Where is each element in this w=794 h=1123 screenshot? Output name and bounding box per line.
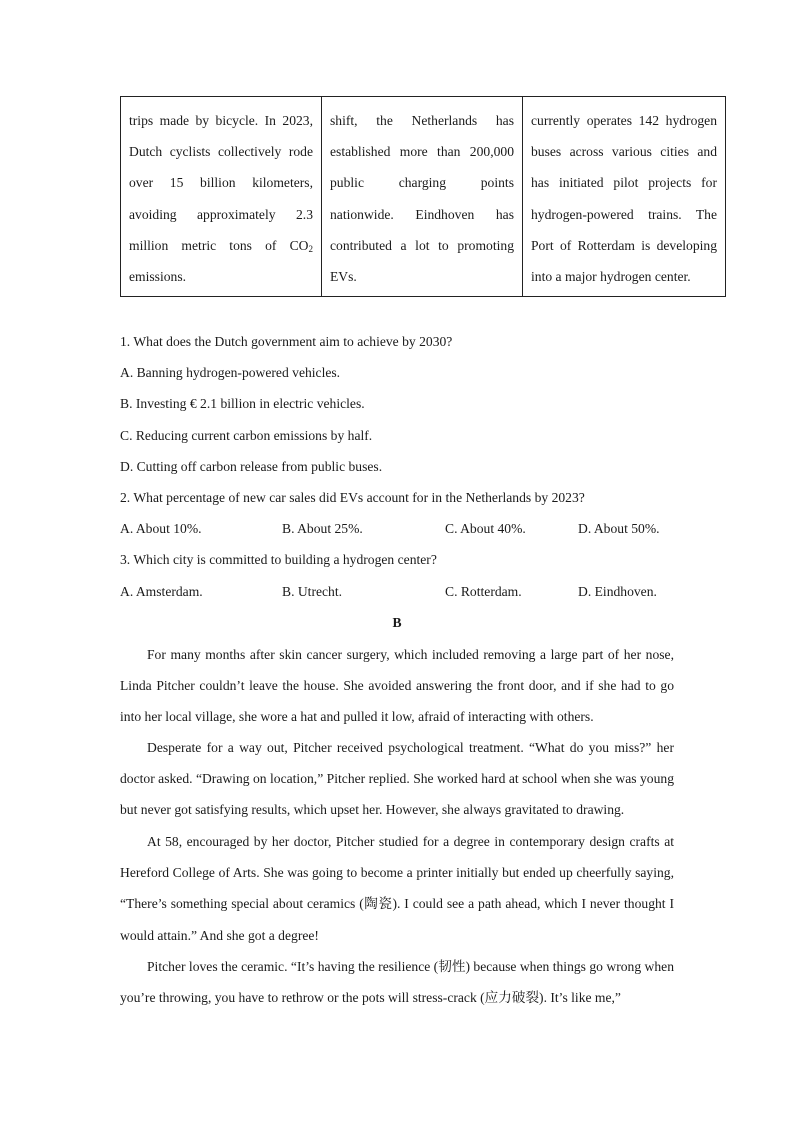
section-heading: B xyxy=(392,615,402,630)
ev-text: shift, the Netherlands has established more than 200,000 public charging points nationwide. Eindhoven has contributed a lot to promoting EVs. xyxy=(330,113,514,285)
info-table xyxy=(120,96,726,297)
question-2-option-a: A. About 10%. xyxy=(120,521,202,536)
question-2-option-b: B. About 25%. xyxy=(282,521,363,536)
hydrogen-text: currently operates 142 hydrogen buses across various cities and has initiated pilot projects for hydrogen-powered trains. The Port of Rotterdam is developing into a major hydrogen center. xyxy=(531,113,717,285)
paragraph-text: Pitcher loves the ceramic. “It’s having the resilience (韧性) because when things go wrong when you’re throwing, you have to rethrow or the pots will stress-crack (应力破裂). It’s like me,” xyxy=(120,959,674,1006)
question-1-option-a: A. Banning hydrogen-powered vehicles. xyxy=(120,365,341,380)
question-1-stem: 1. What does the Dutch government aim to achieve by 2030? xyxy=(120,334,453,349)
table-cell-ev xyxy=(322,97,523,297)
paragraph-text: At 58, encouraged by her doctor, Pitcher studied for a degree in contemporary design crafts at Hereford College of Arts. She was going to become a printer initially but ended up cheerfully saying, “There’s something special about ceramics (陶瓷). I could see a path ahead, which I never thought I would attain.” And she got a degree! xyxy=(120,834,674,943)
question-3-option-a: A. Amsterdam. xyxy=(120,584,203,599)
question-3-stem: 3. Which city is committed to building a hydrogen center? xyxy=(120,552,437,567)
question-3-option-c: C. Rotterdam. xyxy=(445,584,522,599)
table-cell-cycling xyxy=(121,97,322,297)
question-1-option-b: B. Investing € 2.1 billion in electric vehicles. xyxy=(120,396,365,411)
co2-subscript: 2 xyxy=(308,243,313,254)
paragraph-text: Desperate for a way out, Pitcher received psychological treatment. “What do you miss?” her doctor asked. “Drawing on location,” Pitcher replied. She worked hard at school when she was young but never got satisfying results, which upset her. However, she always gravitated to drawing. xyxy=(120,740,674,818)
passage-paragraph-2 xyxy=(120,732,674,826)
table-row xyxy=(121,97,726,297)
table-cell-hydrogen xyxy=(523,97,726,297)
passage-paragraph-1 xyxy=(120,639,674,733)
cycling-text-end: emissions. xyxy=(129,269,187,285)
question-1-option-d: D. Cutting off carbon release from public buses. xyxy=(120,459,383,474)
question-1-option-c: C. Reducing current carbon emissions by half. xyxy=(120,428,373,443)
cycling-text: trips made by bicycle. In 2023, Dutch cyclists collectively rode over 15 billion kilometers, avoiding approximately 2.3 million metric tons of CO xyxy=(129,113,313,253)
question-2-stem: 2. What percentage of new car sales did EVs account for in the Netherlands by 2023? xyxy=(120,490,585,505)
passage-paragraph-4 xyxy=(120,951,674,1013)
question-2-option-d: D. About 50%. xyxy=(578,521,660,536)
question-2-option-c: C. About 40%. xyxy=(445,521,526,536)
question-3-option-b: B. Utrecht. xyxy=(282,584,343,599)
paragraph-text: For many months after skin cancer surgery, which included removing a large part of her nose, Linda Pitcher couldn’t leave the house. She avoided answering the front door, and if she had to go into her local village, she wore a hat and pulled it low, afraid of interacting with others. xyxy=(120,647,674,725)
question-3-option-d: D. Eindhoven. xyxy=(578,584,657,599)
passage-paragraph-3 xyxy=(120,826,674,951)
